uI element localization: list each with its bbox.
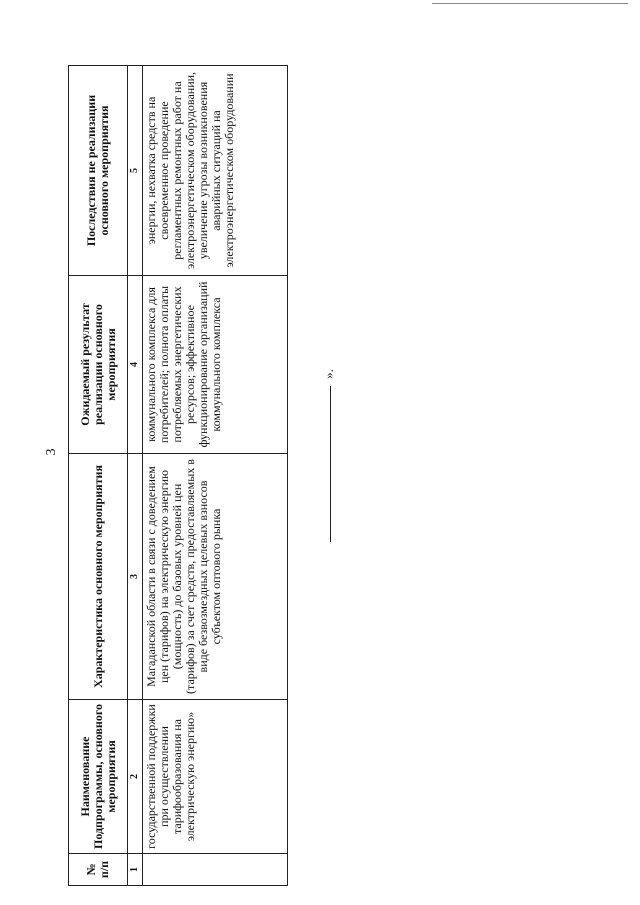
cell-name: государственной поддержки при осуществлении тарифообразования на электрическую энергию» <box>143 700 288 854</box>
column-number: 2 <box>128 700 143 854</box>
cell-result: коммунального комплекса для потребителей; полнота оплаты потребляемых энергетических ресурсов; эффективное функционирование организаций коммунального комплекса <box>143 276 288 454</box>
column-number: 5 <box>128 66 143 276</box>
cell-characteristic: Магаданской области в связи с доведением цен (тарифов) на электрическую энергию (мощность) до базовых уровней цен (тарифов) за счет средств, предоставляемых в виде безвозмездных целевых взносов субъектом оптового рынка <box>143 454 288 700</box>
measures-table-rotated <box>68 66 288 886</box>
measures-table <box>68 65 288 886</box>
header-characteristic: Характеристика основного мероприятия <box>69 454 128 700</box>
column-number: 1 <box>128 854 143 886</box>
header-consequences: Последствия не реализации основного мероприятия <box>69 66 128 276</box>
top-rule <box>432 3 628 4</box>
column-number-row <box>128 66 143 886</box>
header-name: Наименование Подпрограммы, основного мероприятия <box>69 700 128 854</box>
header-result: Ожидаемый результат реализации основного мероприятия <box>69 276 128 454</box>
column-number: 3 <box>128 454 143 700</box>
closing-quote: ». <box>321 369 336 379</box>
table-header-row <box>69 66 128 886</box>
cell-number <box>143 854 288 886</box>
cell-consequences: энергии, нехватка средств на своевременное проведение регламентных ремонтных работ на электроэнергетическом оборудовании, увеличение угрозы возникновения аварийных ситуаций на электроэнергетическом оборудовании <box>143 66 288 276</box>
page-number: 3 <box>44 448 59 456</box>
header-number: № п/п <box>69 854 128 886</box>
end-line <box>330 386 331 542</box>
table-row <box>143 66 288 886</box>
column-number: 4 <box>128 276 143 454</box>
